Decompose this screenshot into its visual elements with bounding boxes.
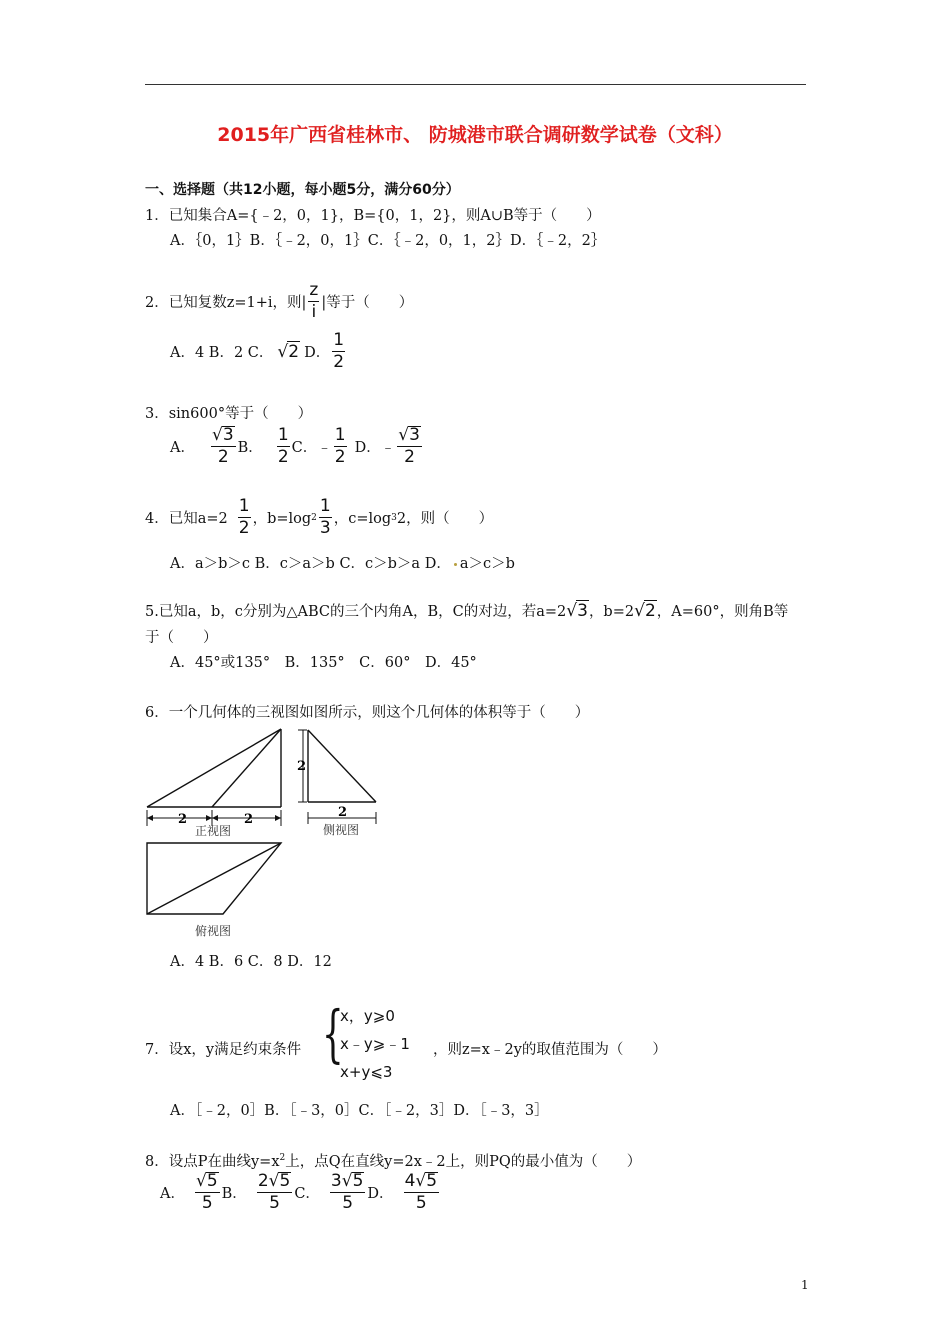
q2-fraction: [308, 282, 319, 321]
q8-options: [160, 1172, 441, 1212]
q5-line2: 于（ ）: [145, 630, 218, 646]
q1-stem: 1．已知集合A={﹣2，0，1}，B={0，1，2}，则A∪B等于（ ）: [145, 208, 601, 224]
q8-d-coef: 4: [404, 1171, 416, 1191]
q3-a-label: A．: [170, 439, 195, 456]
q8-a-rad: 5: [206, 1171, 218, 1191]
q5-rad2-value: 2: [644, 601, 656, 621]
q8-stem-post: 上，点Q在直线y=2x﹣2上，则PQ的最小值为（ ）: [285, 1154, 642, 1170]
q3-d-fraction: $\frac{√3}{2}$: [398, 425, 420, 467]
q4-log-base2: 3: [391, 512, 397, 523]
q5-rad1-value: 3: [577, 601, 588, 621]
q7-options: A．［﹣2，0］B．［﹣3，0］C．［﹣2，3］D．［﹣3，3］: [170, 1103, 549, 1119]
q7-constraint-1: x，y⩾0: [340, 1007, 395, 1025]
q3-stem: 3．sin600°等于（ ）: [145, 406, 313, 422]
q8-b-rad: 5: [279, 1171, 291, 1191]
q7-constraint-3: x+y⩽3: [340, 1063, 393, 1081]
q8-superscript: 2: [279, 1153, 286, 1164]
q2-options: [170, 332, 347, 371]
side-view-label: 侧视图: [323, 823, 360, 837]
q4-options-abc: A．a＞b＞c B．c＞a＞b C．c＞b＞a D．: [170, 556, 451, 572]
q3-a-fraction: $\frac{√3}{2}$: [211, 425, 234, 467]
q3-d-label: D．﹣: [354, 439, 396, 456]
q2-stem-pre: 2．已知复数z=1+i，则|: [145, 295, 307, 311]
q5-line1: [145, 600, 788, 621]
q8-d-fraction: $\frac{4√5}{5}$: [404, 1171, 438, 1213]
front-view-long-hyp: [147, 729, 281, 807]
q4-stem-pre: 4．已知a=2: [145, 511, 228, 527]
front-dim-arrow-right: [275, 815, 281, 821]
q3-c-num: 1: [334, 424, 346, 445]
q4-option-d: a＞c＞b: [459, 556, 515, 572]
q8-b-fraction: $\frac{2√5}{5}$: [257, 1171, 291, 1213]
q2-options-ab: A．4 B．2 C．: [170, 345, 274, 361]
page-number: 1: [801, 1278, 809, 1292]
front-dim-arrow-midl: [206, 815, 212, 821]
q8-d-rad: 5: [426, 1171, 438, 1191]
q2-option-c-radicand: 2: [288, 342, 300, 362]
q1-options: A．｛0，1｝B．｛﹣2，0，1｝C．｛﹣2，0，1，2｝D．｛﹣2，2｝: [170, 233, 606, 249]
q7-brace: {: [322, 997, 344, 1070]
q3-b-num: 1: [277, 424, 289, 445]
q3-d-den: 2: [404, 447, 415, 467]
q2-d-den: 2: [333, 352, 345, 372]
front-dim-label-left: 2: [178, 812, 188, 827]
q3-a-den: 2: [217, 447, 229, 467]
page-title: 2015年广西省桂林市、 防城港市联合调研数学试卷（文科）: [217, 124, 733, 146]
q8-c-label: C．: [294, 1185, 320, 1202]
side-view-hyp: [308, 730, 376, 802]
q3-b-label: B．: [237, 439, 263, 456]
q5-line1-pre: 5.已知a，b，c分别为△ABC的三个内角A，B，C的对边，若a=2: [145, 604, 567, 620]
q4-exp-num: 1: [238, 496, 250, 516]
q8-c-rad: 5: [352, 1171, 364, 1191]
q8-a-den: 5: [201, 1193, 213, 1213]
q4-b-fraction: [319, 498, 332, 537]
q8-b-den: 5: [269, 1193, 280, 1213]
q4-b-num: 1: [319, 496, 331, 516]
q4-b-den: 3: [319, 518, 331, 538]
q3-b-den: 2: [277, 446, 289, 467]
q5-rad1: √3: [566, 601, 588, 621]
q8-c-den: 5: [342, 1193, 354, 1213]
q8-stem: [145, 1150, 641, 1171]
q2-option-d-fraction: [332, 332, 345, 371]
front-dim-arrow-left: [147, 815, 153, 821]
q4-stem-post: ，c=log: [333, 511, 392, 527]
q5-options: A．45°或135° B．135° C．60° D．45°: [170, 655, 477, 671]
q8-d-den: 5: [415, 1193, 427, 1213]
q4-stem-end: 2，则（ ）: [396, 511, 494, 527]
q6-stem: 6．一个几何体的三视图如图所示，则这个几何体的体积等于（ ）: [145, 705, 590, 721]
q3-c-fraction: [334, 424, 347, 467]
side-dim-label-vertical: 2: [297, 759, 307, 774]
q3-b-fraction: [277, 424, 290, 467]
top-view-label: 俯视图: [195, 924, 232, 938]
q4-exp-den: 2: [238, 518, 250, 538]
q3-options: [170, 426, 424, 466]
side-dim-label-horizontal: 2: [338, 805, 348, 820]
q2-stem: [145, 282, 413, 321]
q8-b-coef: 2: [257, 1171, 269, 1191]
q8-a-fraction: $\frac{√5}{5}$: [195, 1171, 218, 1213]
q8-d-label: D．: [367, 1185, 394, 1202]
q3-d-num: 3: [409, 425, 420, 445]
section-heading: 一、选择题（共12小题，每小题5分，满分60分）: [145, 182, 460, 198]
q7-stem-pre: 7．设x，y满足约束条件: [145, 1042, 302, 1058]
q4-log-base: 2: [311, 512, 317, 523]
q2-stem-post: |等于（ ）: [321, 295, 414, 311]
q7-stem-post: ，则z=x﹣2y的取值范围为（ ）: [433, 1042, 667, 1058]
q3-a-num: 3: [222, 425, 234, 445]
q5-line1-post: ，A=60°，则角B等: [656, 604, 789, 620]
q3-c-den: 2: [334, 446, 346, 467]
front-view-inner-edge: [212, 729, 281, 807]
q4-options: [170, 552, 515, 573]
q2-frac-den: i: [311, 302, 317, 322]
q2-option-d-label: D．: [304, 345, 331, 361]
q8-a-label: A．: [160, 1185, 185, 1202]
q5-line1-mid: ，b=2: [588, 604, 635, 620]
q2-option-c: √2: [277, 342, 300, 362]
header-rule: [145, 84, 806, 85]
q8-stem-pre: 8．设点P在曲线y=x: [145, 1154, 280, 1170]
q4-stem: [145, 498, 493, 537]
q4-stem-mid: ，b=log: [252, 511, 312, 527]
top-view-diagonal: [147, 843, 281, 914]
q6-options: A．4 B．6 C．8 D．12: [170, 954, 332, 970]
q7-constraints: [340, 1002, 410, 1086]
front-view-label: 正视图: [195, 824, 232, 838]
three-view-figure: [140, 722, 390, 947]
stray-dot-mark: [454, 563, 457, 566]
q5-rad2: √2: [634, 601, 656, 621]
q2-frac-num: z: [309, 280, 319, 300]
q7-constraint-2: x﹣y⩾﹣1: [340, 1035, 410, 1053]
q8-c-fraction: $\frac{3√5}{5}$: [330, 1171, 364, 1213]
q8-b-label: B．: [221, 1185, 247, 1202]
front-dim-label-right: 2: [244, 812, 254, 827]
q8-c-coef: 3: [330, 1171, 342, 1191]
q3-c-label: C．﹣: [291, 439, 332, 456]
q2-d-num: 1: [333, 330, 345, 350]
q4-exponent: [238, 498, 251, 537]
front-dim-arrow-midr: [212, 815, 218, 821]
